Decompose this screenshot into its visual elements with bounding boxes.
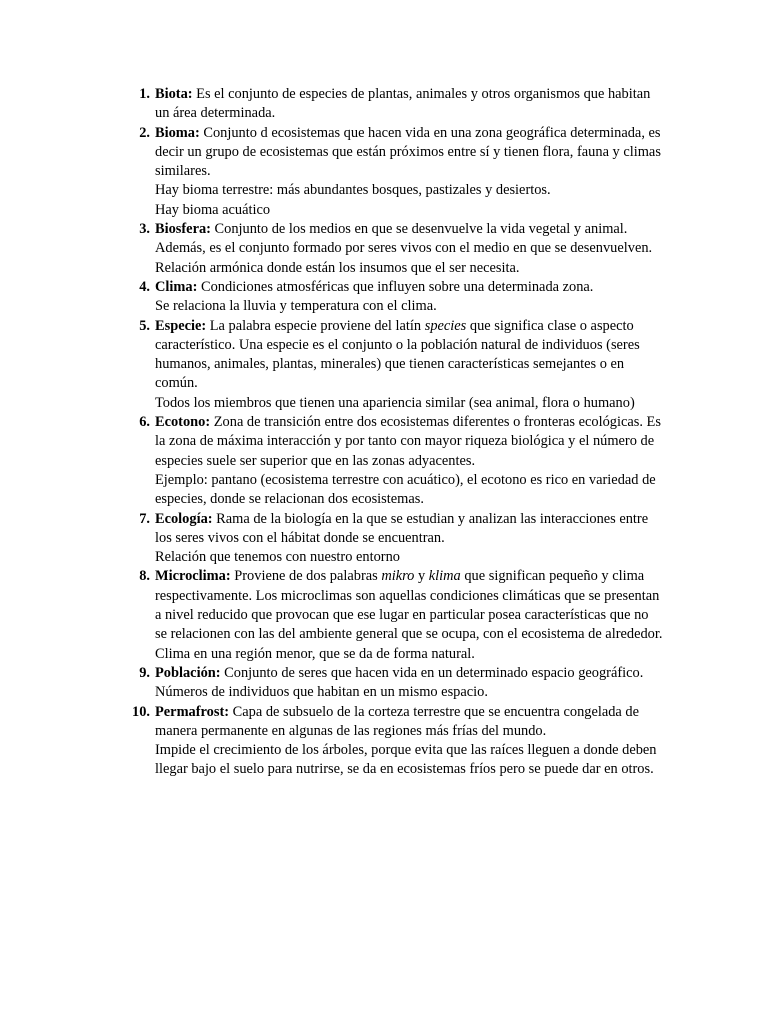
latin-word: species — [424, 317, 467, 334]
item-term: Biota: — [155, 86, 193, 102]
item-definition: Conjunto d ecosistemas que hacen vida en una zona geográfica determinada, es decir un grupo de ecosistemas que están próximos entre sí y tienen flora, fauna y climas similares. — [155, 124, 661, 180]
item-note: Relación que tenemos con nuestro entorno — [155, 549, 400, 566]
item-note: Hay bioma terrestre: más abundantes bosques, pastizales y desiertos. — [155, 182, 551, 199]
item-definition: Capa de subsuelo de la corteza terrestre que se encuentra congelada de manera permanente en algunas de las regiones más frías del mundo. — [155, 703, 639, 739]
item-definition: Conjunto de seres que hacen vida en un determinado espacio geográfico. — [220, 664, 644, 681]
item-term: Microclima: — [155, 568, 231, 585]
item-number: 8. — [139, 568, 150, 585]
item-note: Relación armónica donde están los insumos que el ser necesita. — [155, 259, 520, 276]
list-item — [118, 317, 663, 413]
item-definition: Conjunto de los medios en que se desenvuelve la vida vegetal y animal. Además, es el conjunto formado por seres vivos con el medio en que se desenvuelven. — [155, 221, 653, 257]
greek-word: mikro — [381, 568, 415, 585]
item-term: Permafrost: — [155, 703, 230, 720]
item-note: Hay bioma acuático — [155, 201, 271, 218]
item-note: Números de individuos que habitan en un mismo espacio. — [155, 684, 488, 701]
item-note: Clima en una región menor, que se da de forma natural. — [155, 645, 475, 662]
item-definition: que significa clase o aspecto característico. Una especie es el conjunto o la población natural de individuos (seres humanos, animales, plantas, minerales) que tienen características semejantes o en común. — [155, 317, 640, 392]
item-note: Impide el crecimiento de los árboles, porque evita que las raíces lleguen a donde deben llegar bajo el suelo para nutrirse, se da en ecosistemas fríos pero se puede dar en otros. — [155, 742, 657, 778]
item-number: 9. — [139, 664, 150, 681]
item-number: 5. — [139, 317, 150, 334]
item-number: 2. — [139, 124, 150, 141]
list-item — [118, 220, 663, 278]
item-number: 4. — [139, 278, 150, 295]
item-term: Bioma: — [155, 124, 200, 141]
item-term: Población: — [155, 664, 221, 681]
item-text — [155, 511, 648, 546]
item-text — [155, 221, 652, 256]
item-number: 3. — [139, 221, 150, 238]
item-text — [155, 568, 662, 642]
list-item — [118, 124, 663, 220]
item-definition: Zona de transición entre dos ecosistemas diferentes o fronteras ecológicas. Es la zona de máxima interacción y por tanto con mayor riqueza biológica y el número de especies suele ser superior que en las zonas adyacentes. — [155, 414, 661, 469]
list-item — [118, 567, 663, 663]
item-definition: Condiciones atmosféricas que influyen sobre una determinada zona. — [197, 278, 594, 295]
item-definition: Rama de la biología en la que se estudian y analizan las interacciones entre los seres vivos con el hábitat donde se encuentran. — [155, 510, 649, 546]
item-number: 10. — [132, 703, 150, 720]
item-definition: Proviene de dos palabras — [230, 568, 382, 585]
item-text — [155, 86, 650, 121]
item-definition: que significan pequeño y clima respectivamente. Los microclimas son aquellas condiciones climáticas que se presentan a nivel reducido que provocan que ese lugar en particular posea características que no se relacionen con las del ambiente general que se ocupa, con el ecosistema de alrededor. — [155, 568, 663, 643]
greek-word: klima — [428, 568, 461, 585]
item-note: Ejemplo: pantano (ecosistema terrestre con acuático), el ecotono es rico en variedad de especies, donde se relacionan dos ecosistemas. — [155, 471, 656, 508]
list-item — [118, 278, 663, 317]
item-text — [155, 414, 661, 469]
item-definition: La palabra especie proviene del latín — [206, 317, 425, 334]
item-text — [155, 279, 593, 295]
list-item — [118, 85, 663, 124]
item-text — [155, 665, 643, 681]
item-note: Todos los miembros que tienen una apariencia similar (sea animal, flora o humano) — [155, 394, 635, 411]
item-number: 6. — [139, 414, 150, 431]
item-term: Especie: — [155, 317, 207, 334]
item-text — [155, 125, 661, 180]
list-item — [118, 703, 663, 780]
list-item — [118, 413, 663, 509]
definitions-list — [118, 85, 663, 780]
item-number: 7. — [139, 510, 150, 527]
item-number: 1. — [139, 86, 150, 102]
item-definition: Es el conjunto de especies de plantas, animales y otros organismos que habitan un área determinada. — [155, 86, 651, 122]
item-text — [155, 318, 640, 392]
list-item — [118, 510, 663, 568]
item-text — [155, 704, 639, 739]
item-term: Biosfera: — [155, 221, 211, 238]
item-definition: y — [414, 568, 429, 585]
list-item — [118, 664, 663, 703]
item-term: Ecología: — [155, 510, 213, 527]
item-term: Ecotono: — [155, 414, 211, 431]
item-term: Clima: — [155, 278, 198, 295]
item-note: Se relaciona la lluvia y temperatura con el clima. — [155, 298, 437, 315]
